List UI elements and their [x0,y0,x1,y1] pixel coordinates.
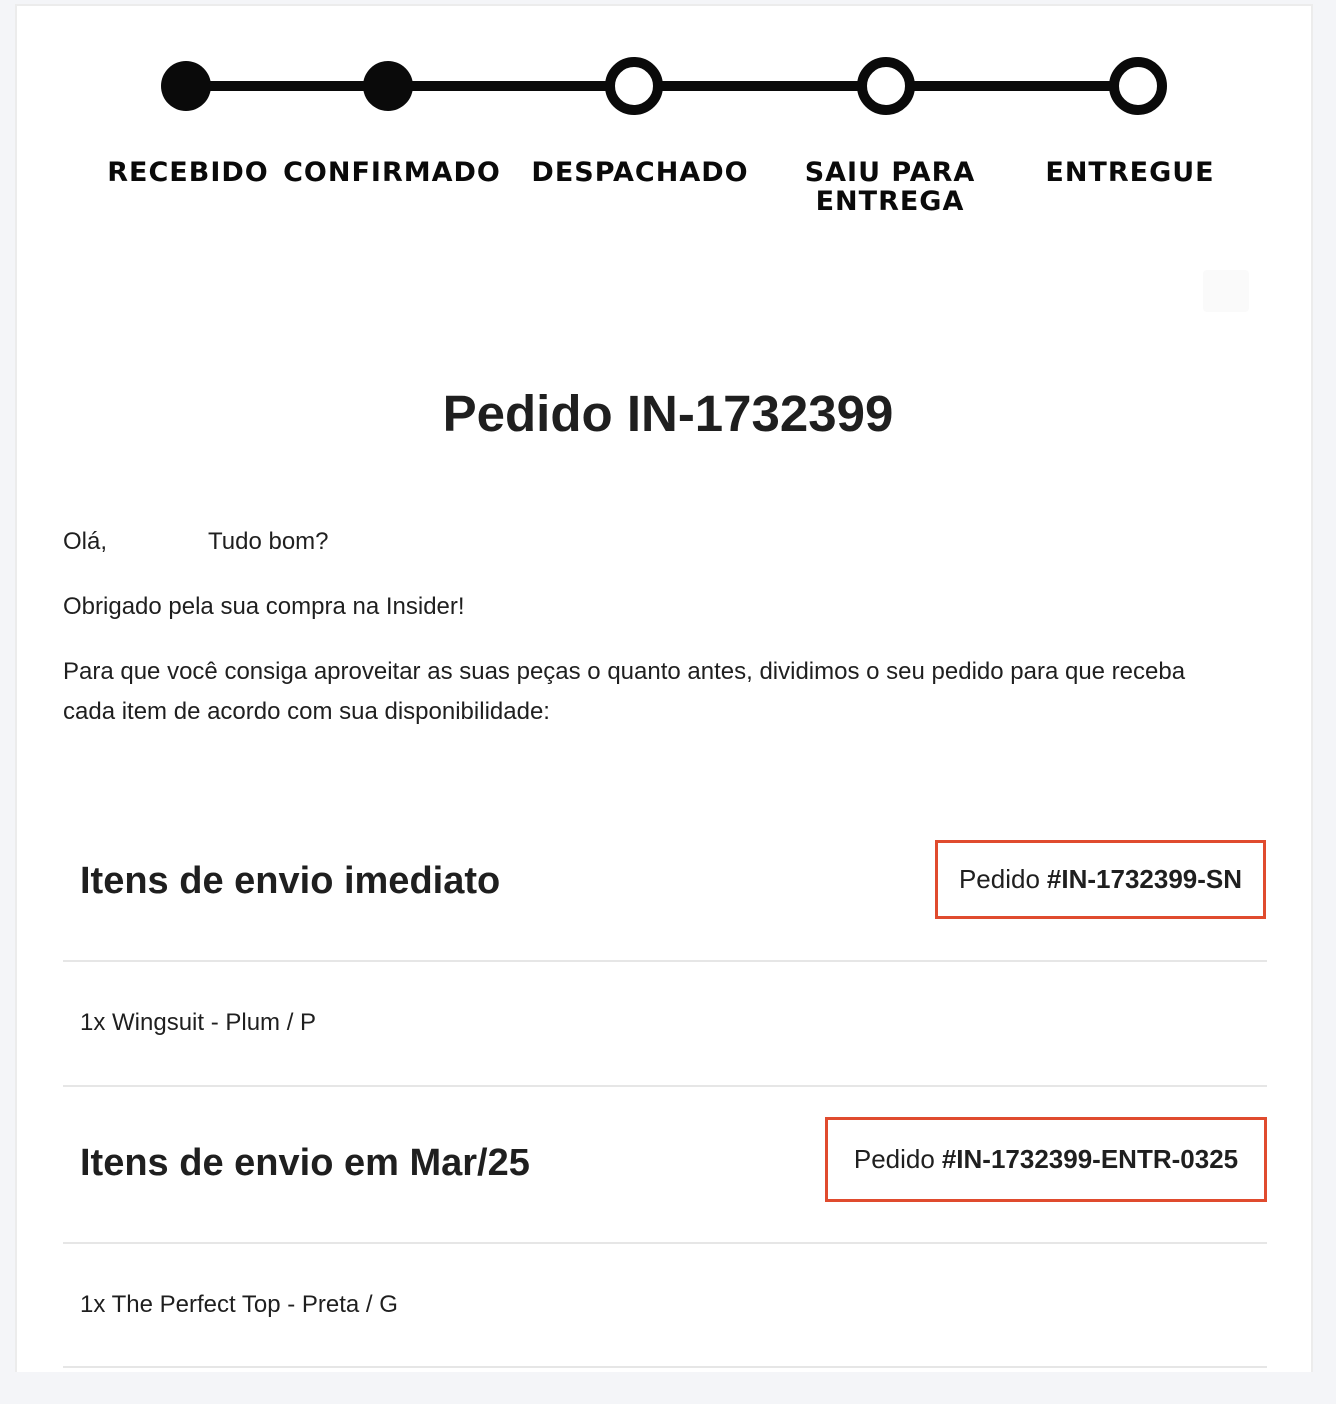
faint-placeholder [1203,270,1249,312]
step-label-confirmado: CONFIRMADO [283,157,501,188]
greeting: Olá, [63,528,108,555]
order-id: #IN-1732399-ENTR-0325 [941,1144,1239,1174]
greeting-question: Tudo bom? [208,528,329,555]
shipment-order-id-box [935,840,1266,919]
divider [63,960,1267,962]
step-node-pending [1114,62,1162,110]
divider [63,1085,1267,1087]
divider [63,1242,1267,1244]
order-prefix: Pedido [958,864,1040,894]
step-label-recebido: RECEBIDO [107,157,269,188]
shipment-title-immediate: Itens de envio imediato [80,860,501,902]
step-label-entregue: ENTREGUE [1045,157,1215,188]
step-node-completed [161,61,211,111]
step-node-completed [363,61,413,111]
shipment-item: 1x Wingsuit - Plum / P [80,1009,317,1036]
shipment-title-mar25: Itens de envio em Mar/25 [80,1142,530,1184]
step-label-saiu-para-entrega: SAIU PARA ENTREGA [804,157,976,217]
step-node-pending [862,62,910,110]
divider [63,1366,1267,1368]
shipment-order-id-box [825,1117,1267,1202]
step-node-pending [610,62,658,110]
thanks-text: Obrigado pela sua compra na Insider! [63,593,465,620]
shipment-item: 1x The Perfect Top - Preta / G [80,1291,398,1318]
greeting-line [63,522,329,562]
explanation-text: Para que você consiga aproveitar as suas peças o quanto antes, dividimos o seu pedido para que receba cada item de acordo com sua disponibilidade: [63,658,1186,725]
order-prefix: Pedido [853,1144,935,1174]
page-title: Pedido IN-1732399 [442,385,894,442]
step-label-despachado: DESPACHADO [531,157,749,188]
order-progress-tracker [0,0,1336,140]
order-id: #IN-1732399-SN [1046,864,1243,894]
